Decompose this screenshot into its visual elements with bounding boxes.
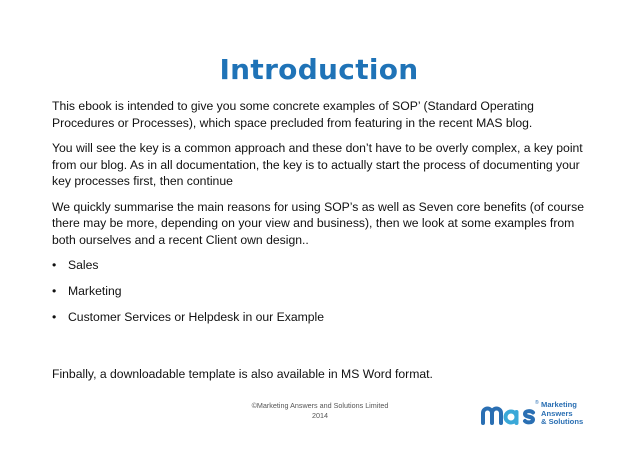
logo-line: Marketing	[541, 400, 577, 409]
logo-line: & Solutions	[541, 417, 584, 427]
bullet-icon: •	[52, 310, 57, 324]
list-item	[52, 257, 592, 274]
copyright-footer	[210, 401, 430, 421]
body-content	[52, 98, 592, 335]
intro-paragraph-3: We quickly summarise the main reasons for using SOP’s as well as Seven core benefits (of course there may be more, depending on your view and business), then we look at some examples from both ourselves and a recent Client own design..	[52, 199, 584, 247]
list-item	[52, 283, 592, 300]
list-item-label: Customer Services or Helpdesk in our Example	[68, 310, 325, 324]
intro-paragraph-2: You will see the key is a common approach and these don’t have to be overly complex, a key point from our blog. As in all documentation, the key is to actually start the process of documenting your key processes first, then continue	[52, 141, 583, 188]
copyright-year: 2014	[312, 411, 328, 420]
copyright-line: ©Marketing Answers and Solutions Limited	[251, 401, 389, 410]
intro-paragraph-1: This ebook is intended to give you some concrete examples of SOP’ (Standard Operating Procedures or Processes), which space precluded from featuring in the recent MAS blog.	[52, 99, 534, 130]
template-note: Finbally, a downloadable template is also available in MS Word format.	[52, 367, 433, 381]
company-logo	[480, 400, 620, 430]
list-item-label: Sales	[68, 258, 99, 272]
examples-list	[52, 257, 592, 326]
list-item	[52, 309, 592, 326]
logo-wordmark	[541, 401, 583, 427]
bullet-icon: •	[52, 258, 57, 272]
registered-mark: ®	[535, 400, 539, 406]
bullet-icon: •	[52, 284, 57, 298]
mas-logo-icon	[480, 402, 538, 426]
list-item-label: Marketing	[68, 284, 122, 298]
logo-line: Answers	[541, 408, 573, 418]
page-title: Introduction	[219, 53, 419, 86]
